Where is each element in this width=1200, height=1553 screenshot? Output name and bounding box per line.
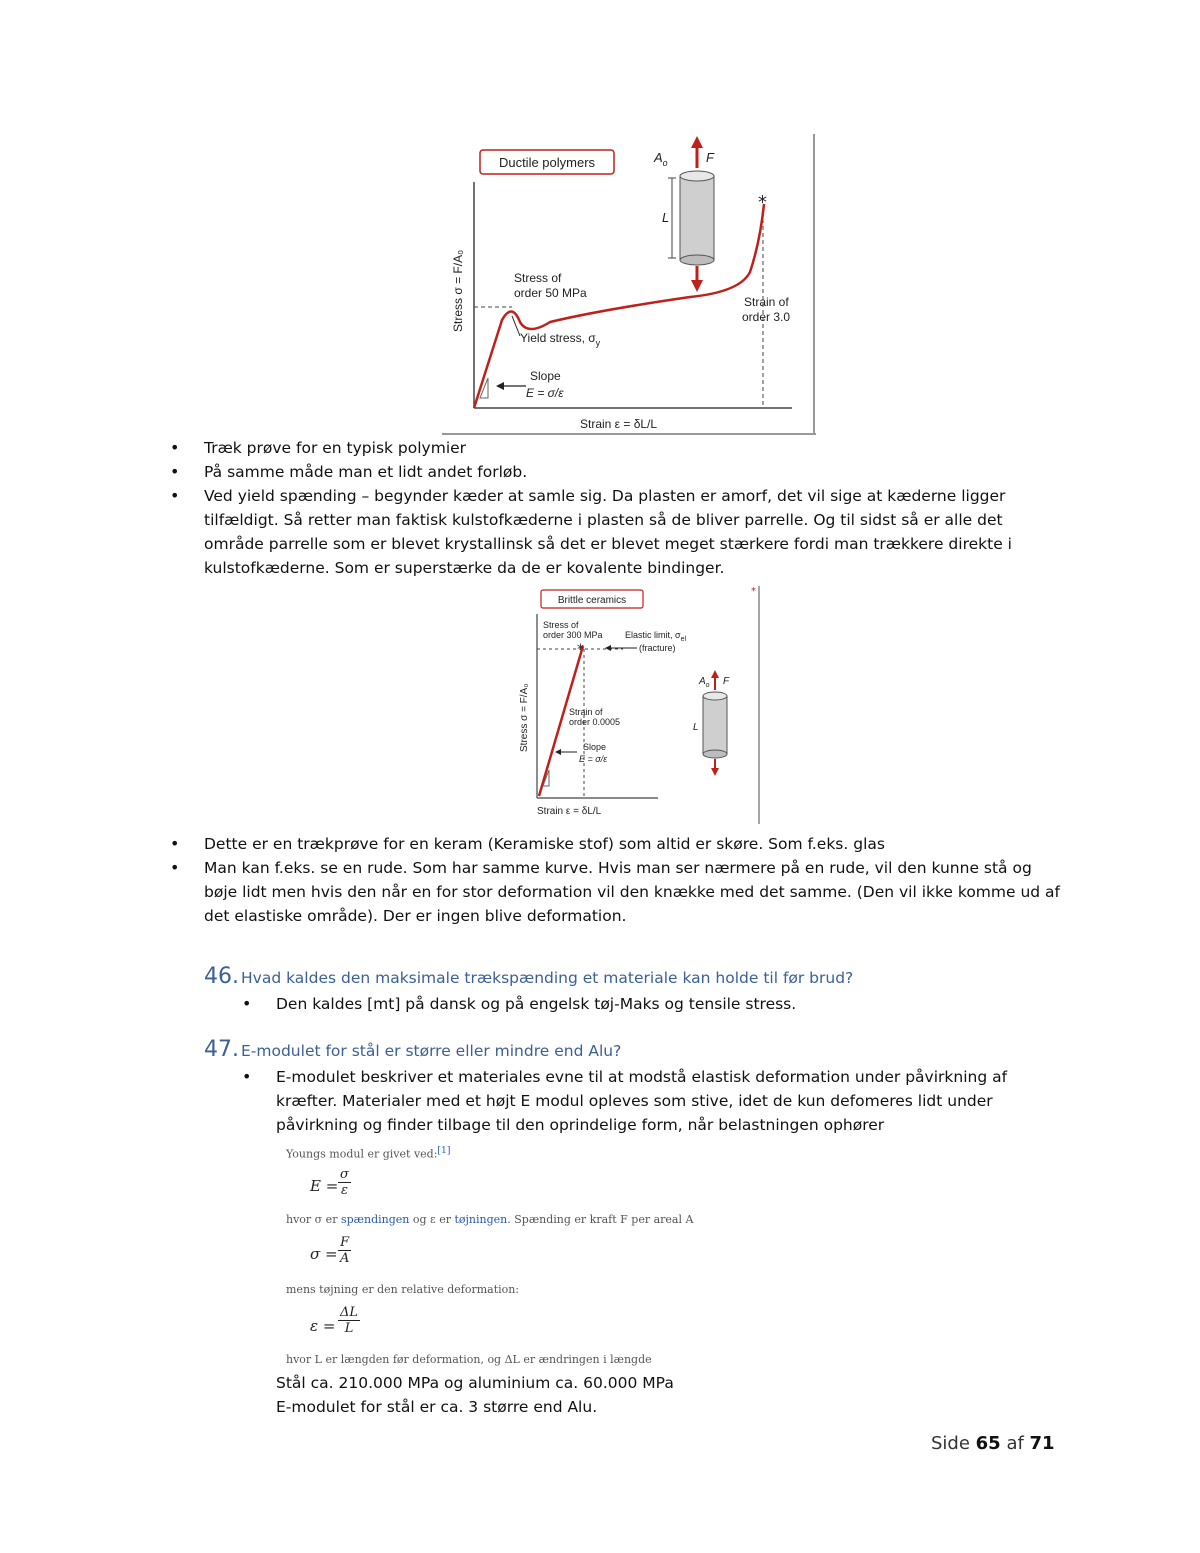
eq3-lhs: ε = xyxy=(310,1317,336,1335)
bullet-list-2 xyxy=(170,832,1060,928)
stress-label-2: order 300 MPa xyxy=(543,630,603,640)
list-item: • På samme måde man et lidt andet forløb. xyxy=(170,460,1050,484)
eq2-lhs: σ = xyxy=(310,1245,338,1263)
eq1-lhs: E = xyxy=(310,1177,339,1195)
strain-label-1: Strain of xyxy=(569,707,603,717)
question-46-answers xyxy=(242,992,1042,1016)
slope-equation: E = σ/ε xyxy=(579,754,608,764)
conclusion-line-1: Stål ca. 210.000 MPa og aluminium ca. 60.000 MPa xyxy=(276,1374,674,1392)
stress-label-1: Stress of xyxy=(514,271,562,285)
eq2-fraction: $\frac{F}{A}$ xyxy=(340,1235,350,1266)
length-label: L xyxy=(693,722,699,733)
question-title: E-modulet for stål er større eller mindre end Alu? xyxy=(241,1042,622,1060)
list-item: • Dette er en trækprøve for en keram (Keramiske stof) som altid er skøre. Som f.eks. glas xyxy=(170,832,1060,856)
fracture-label: (fracture) xyxy=(639,643,676,653)
list-item: • Ved yield spænding – begynder kæder at samle sig. Da plasten er amorf, det vil sige at kæderne ligger tilfældigt. Så retter man faktisk kulstofkæderne i plasten så de bliver parrelle. Og til sidst så er alle det område parrelle som er blevet krystallinsk så det er blevet meget stærkere fordi man trækkere direkte i kulstofkæderne. Som er superstærke da de er kovalente bindinger. xyxy=(170,484,1050,580)
list-item: • Træk prøve for en typisk polymier xyxy=(170,436,1050,460)
length-label: L xyxy=(662,210,670,225)
formula-line-4: hvor L er længden før deformation, og ΔL er ændringen i længde xyxy=(286,1353,652,1366)
reference-link[interactable]: [1] xyxy=(437,1145,451,1156)
strain-label-1: Strain of xyxy=(744,295,789,309)
spaending-link[interactable]: spændingen xyxy=(340,1213,410,1226)
brittle-ceramics-figure xyxy=(513,584,763,826)
ductile-polymers-diagram xyxy=(440,132,818,436)
list-item: • Man kan f.eks. se en rude. Som har samme kurve. Hvis man ser nærmere på en rude, vil den kunne stå og bøje lidt men hvis den når en for stor deformation vil den knække med det samme. (Den vil ikke komme ud af det elastiske område). Der er ingen blive deformation. xyxy=(170,856,1060,928)
ductile-polymers-figure xyxy=(440,132,818,436)
figure2-xlabel: Strain ε = δL/L xyxy=(537,806,602,817)
page-number: Side 65 af 71 xyxy=(931,1433,1055,1454)
slope-label: Slope xyxy=(583,742,607,752)
figure2-title: Brittle ceramics xyxy=(557,595,627,606)
slope-label: Slope xyxy=(530,369,561,383)
force-label: F xyxy=(706,150,714,165)
yield-label: Yield stress, $\sigma_y$ xyxy=(520,331,601,348)
figure1-title: Ductile polymers xyxy=(498,155,596,170)
elastic-label: Elastic limit, $\sigma_{el}$ xyxy=(625,630,687,643)
bullet-list-1 xyxy=(170,436,1050,580)
list-item: • Den kaldes [mt] på dansk og på engelsk tøj-Maks og tensile stress. xyxy=(242,992,1042,1016)
question-title: Hvad kaldes den maksimale trækspænding et materiale kan holde til før brud? xyxy=(241,969,854,987)
formula-line-3: mens tøjning er den relative deformation: xyxy=(286,1283,520,1296)
stress-label-2: order 50 MPa xyxy=(514,286,587,300)
question-number: 47. xyxy=(204,1037,239,1062)
stress-label-1: Stress of xyxy=(543,620,579,630)
figure1-xlabel: Strain ε = δL/L xyxy=(580,417,658,431)
fracture-star: * xyxy=(577,642,584,658)
svg-text:*: * xyxy=(751,586,756,597)
figure1-ylabel: Stress σ = F/A₀ xyxy=(451,249,465,332)
formula-line-1: Youngs modul er givet ved: xyxy=(286,1147,438,1161)
figure2-ylabel: Stress σ = F/A₀ xyxy=(519,683,530,752)
question-47-heading xyxy=(204,1037,621,1062)
brittle-ceramics-diagram xyxy=(513,584,763,826)
area-label: $A_o$ xyxy=(699,676,710,689)
conclusion-line-2: E-modulet for stål er ca. 3 større end Alu. xyxy=(276,1398,598,1416)
fracture-star: * xyxy=(758,192,767,213)
area-label: $A_o$ xyxy=(654,150,668,168)
tojning-link[interactable]: tøjningen xyxy=(454,1213,508,1226)
eq1-fraction: $\frac{\sigma}{\varepsilon}$ xyxy=(340,1167,349,1198)
strain-label-2: order 3.0 xyxy=(742,310,791,324)
question-47-answers xyxy=(242,1065,1032,1137)
question-number: 46. xyxy=(204,964,239,989)
list-item: • E-modulet beskriver et materiales evne til at modstå elastisk deformation under påvirkning af kræfter. Materialer med et højt E modul opleves som stive, idet de kun defomeres lidt under påvirkning og finder tilbage til den oprindelige form, når belastningen ophører xyxy=(242,1065,1032,1137)
strain-label-2: order 0.0005 xyxy=(569,717,621,727)
question-46-heading xyxy=(204,964,853,989)
eq3-fraction: $\frac{\Delta L}{L}$ xyxy=(340,1305,359,1336)
force-label: F xyxy=(723,676,730,687)
slope-equation: E = σ/ε xyxy=(526,386,564,400)
